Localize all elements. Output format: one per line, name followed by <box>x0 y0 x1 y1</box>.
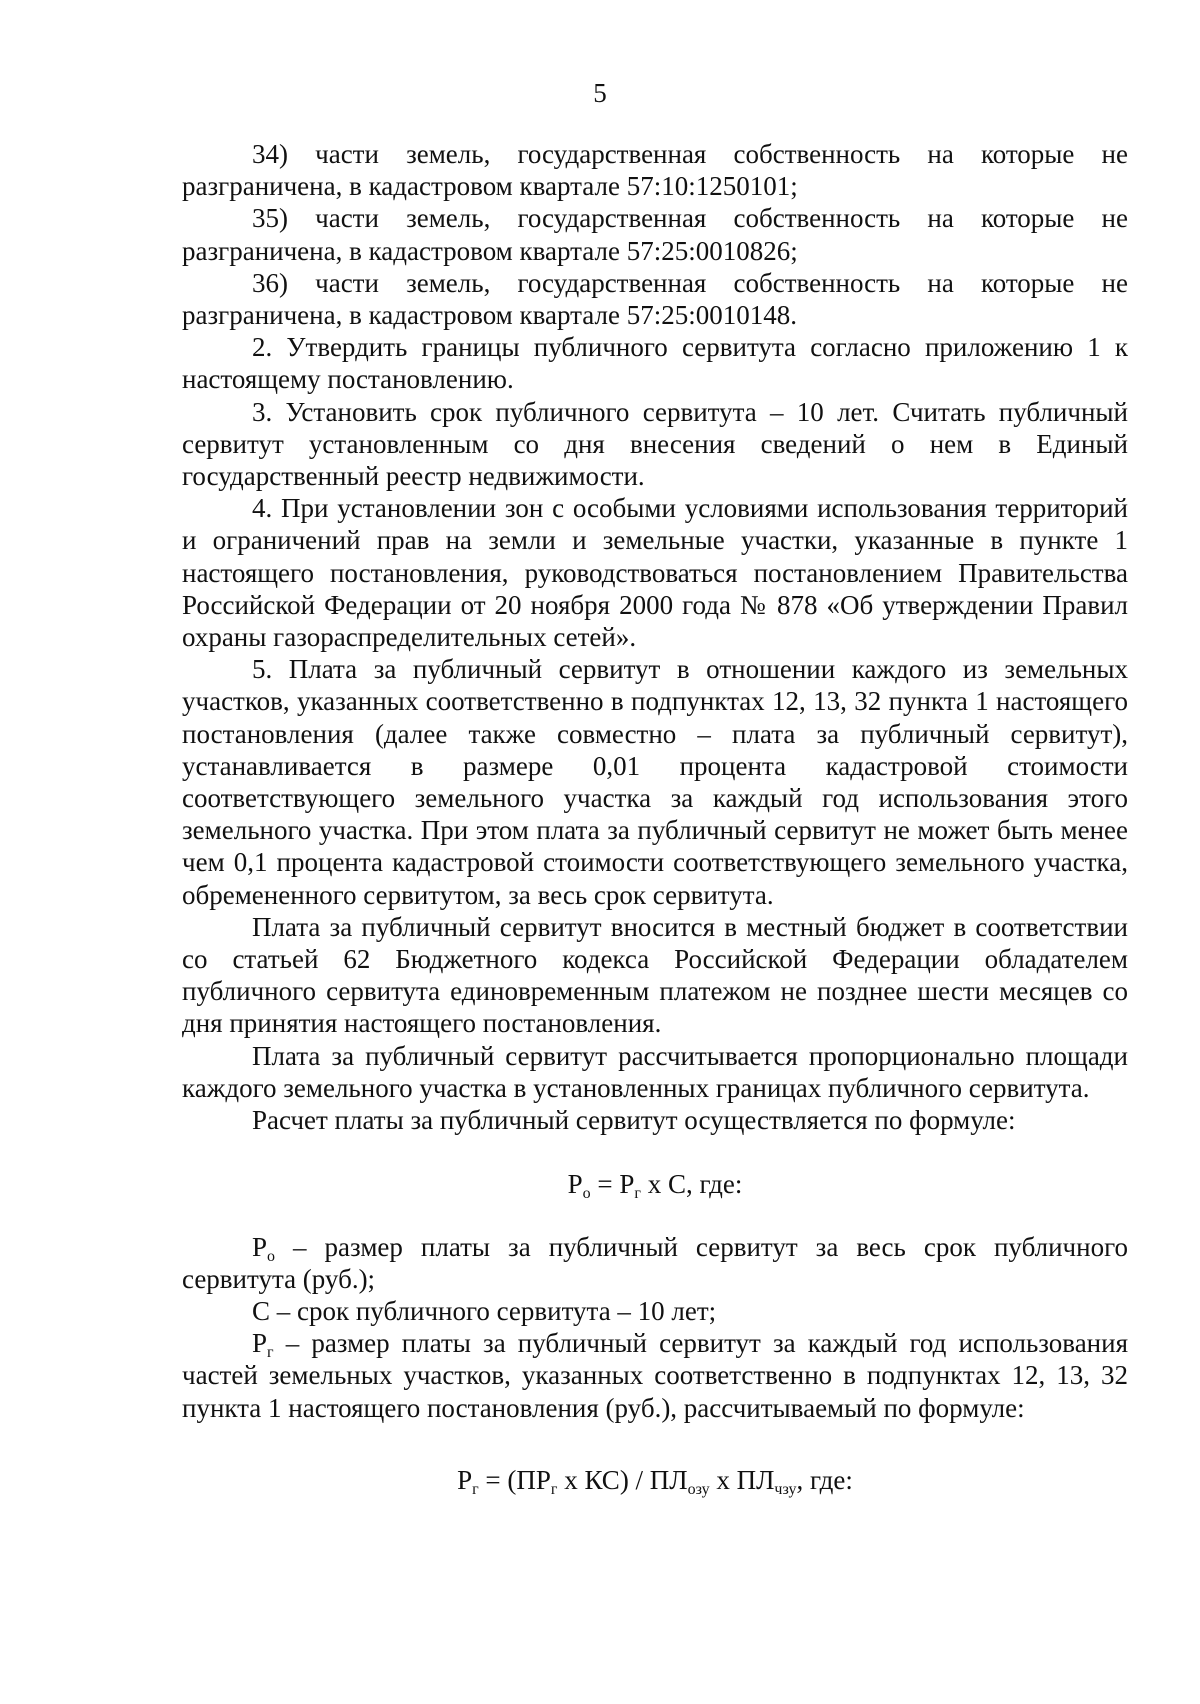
subitem-35: 35) части земель, государственная собственность на которые не разграничена, в кадастровом квартале 57:25:0010826; <box>182 203 1128 266</box>
payment-area-paragraph: Плата за публичный сервитут рассчитывается пропорционально площади каждого земельного участка в установленных границах публичного сервитута. <box>182 1040 1128 1103</box>
item-3: 3. Установить срок публичного сервитута – 10 лет. Считать публичный сервитут установленным со дня внесения сведений о нем в Единый государственный реестр недвижимости. <box>182 396 1128 492</box>
subitem-36: 36) части земель, государственная собственность на которые не разграничена, в кадастровом квартале 57:25:0010148. <box>182 267 1128 331</box>
payment-budget-paragraph: Плата за публичный сервитут вносится в местный бюджет в соответствии со статьей 62 Бюджетного кодекса Российской Федерации обладателем публичного сервитута единовременным платежом не позднее шести месяцев со дня принятия настоящего постановления. <box>182 911 1128 1039</box>
page-number: 5 <box>593 78 607 108</box>
item-4: 4. При установлении зон с особыми условиями использования территорий и ограничений прав на земли и земельные участки, указанные в пункте 1 настоящего постановления, руководствоваться постановлением Правительства Российской Федерации от 20 ноября 2000 года № 878 «Об утверждении Правил охраны газораспределительных сетей». <box>182 493 1128 653</box>
subitem-34: 34) части земель, государственная собственность на которые не разграничена, в кадастровом квартале 57:10:1250101; <box>182 139 1128 202</box>
definition-po: $Р_о$ – размер платы за публичный сервитут за весь срок публичного сервитута (руб.); <box>182 1231 1128 1294</box>
calculation-intro: Расчет платы за публичный сервитут осуществляется по формуле: <box>252 1105 1016 1136</box>
document-body <box>182 138 1128 1526</box>
formula-annual-payment: $Р_г = (ПР_г$ х $КС) / ПЛ_{озу}$ х $ПЛ_{чзу}$, где: <box>457 1464 853 1498</box>
item-5: 5. Плата за публичный сервитут в отношении каждого из земельных участков, указанных соответственно в подпунктах 12, 13, 32 пункта 1 настоящего постановления (далее также совместно – плата за публичный сервитут), устанавливается в размере 0,01 процента кадастровой стоимости соответствующего земельного участка за каждый год использования этого земельного участка. При этом плата за публичный сервитут не может быть менее чем 0,1 процента кадастровой стоимости соответствующего земельного участка, обремененного сервитутом, за весь срок сервитута. <box>182 654 1128 910</box>
formula-total-payment: $Р_о = Р_г$ х С, где: <box>567 1169 743 1203</box>
definition-c: С – срок публичного сервитута – 10 лет; <box>252 1295 717 1326</box>
item-2: 2. Утвердить границы публичного сервитута согласно приложению 1 к настоящему постановлению. <box>182 332 1128 395</box>
definition-pg: $Р_г$ – размер платы за публичный сервитут за каждый год использования частей земельных участков, указанных соответственно в подпунктах 12, 13, 32 пункта 1 настоящего постановления (руб.), рассчитываемый по формуле: <box>182 1328 1128 1423</box>
